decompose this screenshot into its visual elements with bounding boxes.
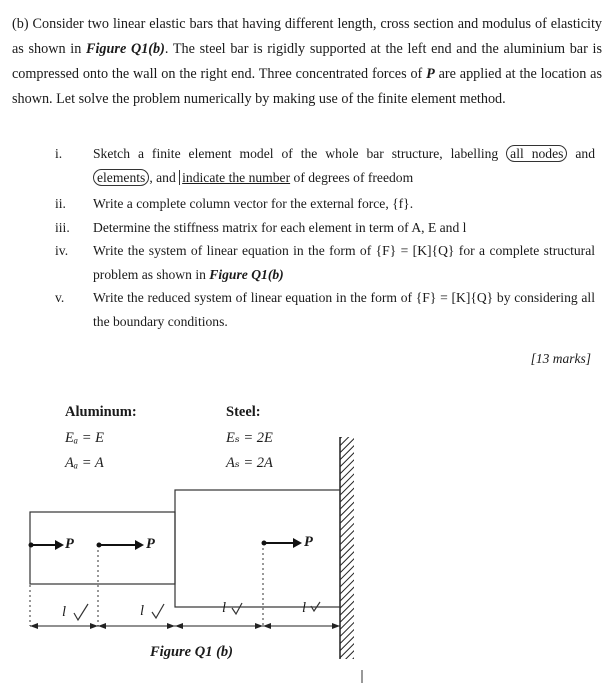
- aluminum-area: Aₐ = A: [65, 455, 104, 471]
- force-label: P: [65, 536, 74, 552]
- check-mark-icon: [74, 604, 88, 620]
- check-mark-icon: [152, 604, 164, 618]
- intro-text-1: Consider two linear elastic bars that having different length, cross section and modulus of elasticity as shown in: [12, 16, 602, 57]
- length-label: l: [140, 603, 145, 619]
- length-label: l: [222, 600, 227, 616]
- item-text: Determine the stiffness matrix for each element in term of A, E and l: [93, 219, 467, 235]
- item-figure-ref: Figure Q1(b): [209, 266, 284, 282]
- item-number: iv.: [55, 243, 69, 258]
- item-number: i.: [55, 146, 63, 161]
- steel-bar: [175, 490, 340, 607]
- force-arrow: [29, 540, 65, 550]
- question-label: (b): [12, 16, 29, 32]
- force-label: P: [146, 536, 155, 552]
- item-number: ii.: [55, 196, 66, 211]
- steel-area: Aₛ = 2A: [226, 455, 273, 471]
- steel-title: Steel:: [226, 404, 261, 420]
- item-text: Sketch a finite element model of the whole bar structure, labelling all nodes and elements , and indicate the number of degrees of freedom: [93, 146, 595, 185]
- steel-modulus: Eₛ = 2E: [226, 430, 273, 446]
- handwritten-circle: elements: [93, 169, 149, 186]
- intro-text-3: are applied at the location as shown. Let solve the problem numerically by making use of the finite element method.: [12, 66, 602, 107]
- length-label: l: [302, 600, 307, 616]
- force-arrow: [97, 540, 145, 550]
- force-label: P: [304, 534, 313, 550]
- check-mark-icon: [232, 603, 242, 614]
- handwritten-underline: indicate the number: [179, 170, 290, 185]
- aluminum-modulus: Eₐ = E: [65, 430, 104, 446]
- length-label: l: [62, 604, 67, 620]
- item-text: Write a complete column vector for the external force, {f}.: [93, 196, 414, 211]
- item-number: v.: [55, 290, 65, 305]
- intro-text-2: . The steel bar is rigidly supported at the left end and the aluminium bar is compressed onto the wall on the right end. Three concentrated forces of: [12, 41, 603, 82]
- item-text: Write the system of linear equation in the form of {F} = [K]{Q} for a complete structural problem as shown in Figure Q1(b): [93, 243, 595, 282]
- marks-label: [13 marks]: [530, 351, 591, 366]
- item-text: Write the reduced system of linear equation in the form of {F} = [K]{Q} by considering all the boundary conditions.: [93, 290, 595, 329]
- force-arrow: [262, 538, 303, 548]
- wall-support: [340, 437, 354, 659]
- figure-caption: Figure Q1 (b): [150, 644, 233, 660]
- handwritten-circle: all nodes: [506, 145, 567, 162]
- intro-figure-ref: Figure Q1(b): [86, 41, 165, 57]
- intro-force-symbol: P: [426, 66, 435, 82]
- item-number: iii.: [55, 219, 70, 235]
- aluminum-title: Aluminum:: [65, 404, 137, 420]
